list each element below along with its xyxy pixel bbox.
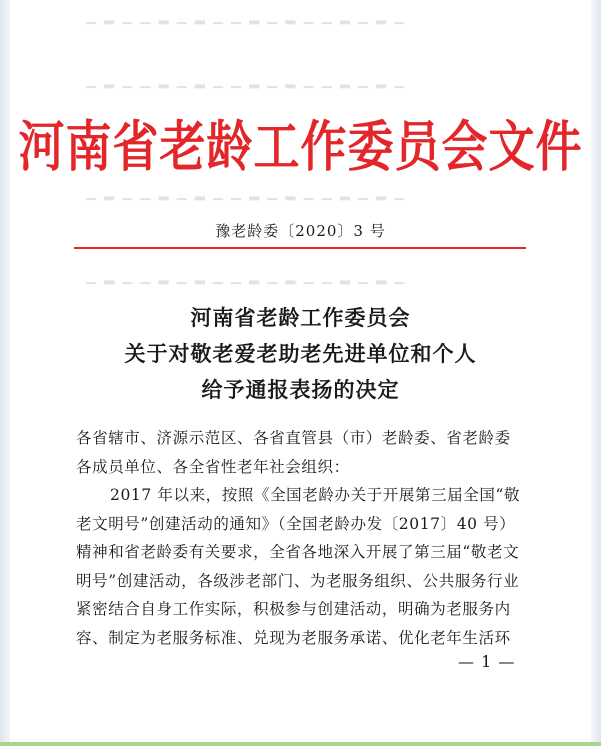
body-line: 紧密结合自身工作实际，积极参与创建活动，明确为老服务内	[76, 600, 511, 618]
bleed-through-texture: ▁ ▂ ▁ ▁ ▂ ▁ ▂ ▁ ▁ ▂ ▁ ▂ ▁ ▁ ▂ ▁ ▂ ▁	[86, 270, 407, 285]
document-title-line-1: 河南省老龄工作委员会	[190, 305, 411, 330]
red-separator-line	[74, 247, 526, 249]
body-line: 明号”创建活动，各级涉老部门、为老服务组织、公共服务行业	[76, 571, 520, 590]
bleed-through-texture: ▁ ▂ ▁ ▁ ▂ ▁ ▂ ▁ ▁ ▂ ▁ ▂ ▁ ▁ ▂ ▁ ▂ ▁	[86, 74, 407, 89]
document-number: 豫老龄委〔2020〕3 号	[215, 222, 386, 240]
document-title-line-2: 关于对敬老爱老助老先进单位和个人	[124, 341, 477, 366]
viewer-bottom-bar	[0, 742, 601, 746]
body-line: 容、制定为老服务标准、兑现为老服务承诺、优化老年生活环	[76, 628, 511, 647]
document-title-line-3: 给予通报表扬的决定	[201, 377, 400, 402]
body-line: 精神和省老龄委有关要求，全省各地深入开展了第三届“敬老文	[76, 543, 520, 561]
body-paragraph	[76, 424, 544, 652]
body-line: 各省辖市、济源示范区、各省直管县（市）老龄委、省老龄委	[76, 429, 511, 447]
document-header-title: 河南省老龄工作委员会文件	[18, 114, 583, 179]
bleed-through-texture: ▁ ▂ ▁ ▁ ▂ ▁ ▂ ▁ ▁ ▂ ▁ ▂ ▁ ▁ ▂ ▁ ▂ ▁	[86, 186, 407, 201]
bleed-through-texture: ▁ ▂ ▁ ▁ ▂ ▁ ▂ ▁ ▁ ▂ ▁ ▂ ▁ ▁ ▂ ▁ ▂ ▁	[86, 10, 407, 25]
body-line: 2017 年以来，按照《全国老龄办关于开展第三届全国“敬	[110, 486, 521, 504]
body-line: 各成员单位、各全省性老年社会组织：	[76, 457, 350, 476]
page-number: — 1 —	[458, 652, 516, 671]
body-line: 老文明号”创建活动的通知》（全国老龄办发〔2017〕40 号）	[76, 514, 516, 533]
